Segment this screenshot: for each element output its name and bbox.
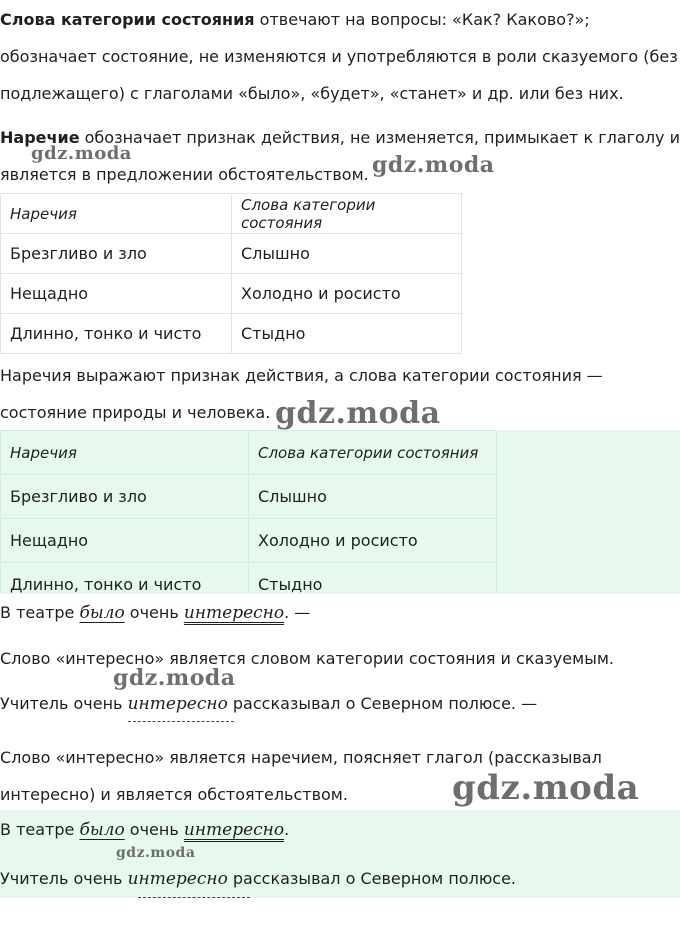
adverbial-underline (138, 897, 250, 898)
watermark-logo: gdz.moda (452, 768, 640, 808)
example-sentence-2 (0, 685, 680, 723)
watermark-logo: gdz.moda (372, 152, 495, 178)
watermark-logo: gdz.moda (116, 845, 196, 861)
watermark-logo: gdz.moda (113, 665, 236, 691)
table-cell: Брезгливо и зло (1, 234, 232, 274)
table-cell: Слышно (249, 475, 497, 519)
table-cell: Длинно, тонко и чисто (1, 563, 249, 595)
definition-text: отвечают на вопросы: «Как? Каково?»; обозначает состояние, не изменяются и употребляются в роли сказуемого (без подлежащего) с глаголами «было», «будет», «станет» и др. или без них. (0, 10, 678, 103)
dash-dot-underlined-word: интересно (127, 869, 228, 889)
table-cell: Холодно и росисто (232, 274, 462, 314)
table-cell: Длинно, тонко и чисто (1, 314, 232, 354)
explanation-2: Слово «интересно» является наречием, поясняет глагол (рассказывал интересно) и является обстоятельством. (0, 748, 602, 804)
sentence-text: . — (284, 603, 311, 622)
table-header-row (1, 431, 497, 475)
answer-comparison-table (0, 430, 497, 594)
header-state-words: Слова категории состояния (249, 431, 497, 475)
sentence-text: рассказывал о Северном полюсе. (227, 869, 517, 888)
double-underlined-word: интересно (183, 820, 285, 840)
underlined-word-bylo: было (79, 603, 125, 623)
table-cell: Стыдно (249, 563, 497, 595)
underlined-word-bylo: было (79, 820, 125, 840)
answer-sentence-1 (0, 811, 680, 849)
term-state-category: Слова категории состояния (0, 10, 255, 29)
table-row (1, 274, 462, 314)
double-underlined-word: интересно (183, 603, 285, 623)
table-cell: Нещадно (1, 519, 249, 563)
watermark-logo: gdz.moda (31, 143, 132, 164)
header-adverbs: Наречия (1, 431, 249, 475)
table-row (1, 314, 462, 354)
conclusion-text: Наречия выражают признак действия, а слова категории состояния — состояние природы и человека. (0, 366, 603, 422)
table-header-row (1, 194, 462, 234)
table-cell: Нещадно (1, 274, 232, 314)
table-cell: Слышно (232, 234, 462, 274)
sentence-text: очень (124, 820, 184, 839)
explanation-1: Слово «интересно» является словом категории состояния и сказуемым. (0, 649, 614, 668)
header-adverbs: Наречия (1, 194, 232, 234)
term-adverb: Наречие (0, 128, 80, 147)
header-state-words: Слова категории состояния (232, 194, 462, 234)
dash-dot-underlined-word: интересно (127, 694, 228, 714)
table-cell: Холодно и росисто (249, 519, 497, 563)
definition-state-category (0, 1, 680, 112)
definition-text: обозначает признак действия, не изменяется, примыкает к глаголу и является в предложении обстоятельством. (0, 128, 680, 184)
answer-table-block (0, 430, 680, 594)
watermark-logo: gdz.moda (275, 396, 441, 431)
table-row (1, 234, 462, 274)
table-cell: Стыдно (232, 314, 462, 354)
comparison-table (0, 193, 462, 354)
sentence-text: В театре (0, 820, 80, 839)
table-cell: Брезгливо и зло (1, 475, 249, 519)
table-row (1, 519, 497, 563)
sentence-text: Учитель очень (0, 694, 128, 713)
example-sentence-1 (0, 594, 680, 632)
sentence-text: В театре (0, 603, 80, 622)
sentence-text: . (284, 820, 290, 839)
sentence-text: Учитель очень (0, 869, 128, 888)
table-row (1, 475, 497, 519)
sentence-text: рассказывал о Северном полюсе. — (227, 694, 538, 713)
answer-sentence-2 (0, 860, 680, 898)
sentence-text: очень (124, 603, 184, 622)
table-row (1, 563, 497, 595)
adverbial-underline (128, 721, 234, 722)
